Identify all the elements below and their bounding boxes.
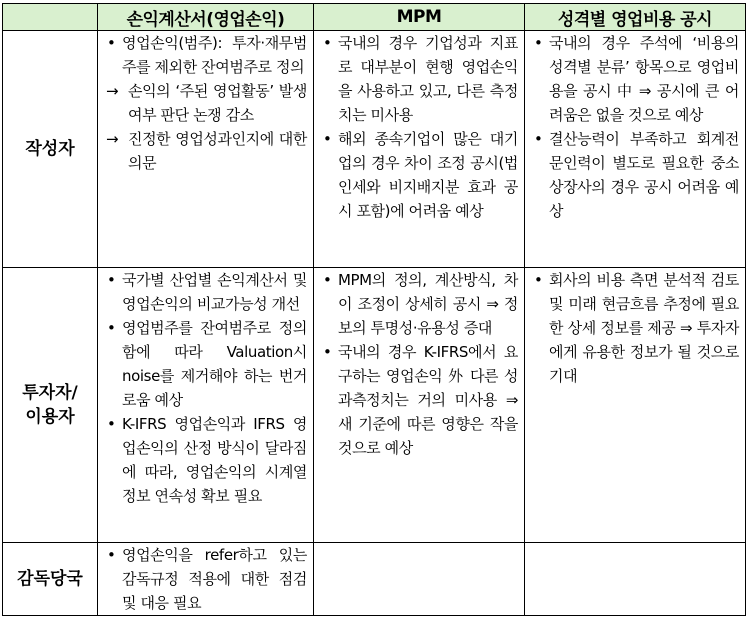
arrow-item: → 손익의 ‘주된 영업활동’ 발생 여부 판단 논쟁 감소 [102,79,307,127]
row-label-investor [3,268,98,543]
row-label-regulator: 감독당국 [3,543,98,616]
cell-regulator-income-statement [98,543,314,616]
row-label-investor-line1: 투자자/ [22,383,78,403]
row-investor [3,268,746,543]
bullet-item: • 국내의 경우 K-IFRS에서 요구하는 영업손익 外 다른 성과측정치는 거의 미사용 ⇒ 새 기준에 따른 영향은 작을 것으로 예상 [318,340,518,460]
bullet-item: • K-IFRS 영업손익과 IFRS 영업손익의 산정 방식이 달라짐에 따라, 영업손익의 시계열정보 연속성 확보 필요 [102,412,307,508]
bullet-item: • MPM의 정의, 계산방식, 차이 조정이 상세히 공시 ⇒ 정보의 투명성·유용성 증대 [318,268,518,340]
row-label-investor-line2: 이용자 [25,407,75,427]
cell-investor-expense-disclosure [525,268,746,543]
bullet-item: • 국가별 산업별 손익계산서 및 영업손익의 비교가능성 개선 [102,268,307,316]
header-mpm: MPM [314,4,525,31]
cell-preparer-income-statement [98,31,314,268]
bullet-item: • 결산능력이 부족하고 회계전문인력이 별도로 필요한 중소상장사의 경우 공시 어려움 예상 [529,127,739,223]
cell-preparer-expense-disclosure [525,31,746,268]
header-income-statement: 손익계산서(영업손익) [98,4,314,31]
cell-regulator-mpm [314,543,525,616]
header-corner [3,4,98,31]
cell-regulator-expense-disclosure [525,543,746,616]
bullet-item: • 국내의 경우 기업성과 지표로 대부분이 현행 영업손익을 사용하고 있고, 다른 측정치는 미사용 [318,31,518,127]
cell-investor-income-statement [98,268,314,543]
cell-investor-mpm [314,268,525,543]
bullet-item: • 국내의 경우 주석에 ‘비용의 성격별 분류’ 항목으로 영업비용을 공시 中 ⇒ 공시에 큰 어려움은 없을 것으로 예상 [529,31,739,127]
comparison-table [2,3,746,616]
bullet-item: • 해외 종속기업이 많은 대기업의 경우 차이 조정 공시(법인세와 비지배지분 효과 공시 포함)에 어려움 예상 [318,127,518,223]
row-label-preparer: 작성자 [3,31,98,268]
arrow-item: → 진정한 영업성과인지에 대한 의문 [102,127,307,175]
bullet-item: • 영업범주를 잔여범주로 정의함에 따라 Valuation시 noise를 제거해야 하는 번거로움 예상 [102,316,307,412]
row-regulator [3,543,746,616]
header-expense-disclosure: 성격별 영업비용 공시 [525,4,746,31]
bullet-item: • 영업손익(범주): 투자·재무범주를 제외한 잔여범주로 정의 [102,31,307,79]
row-preparer [3,31,746,268]
cell-preparer-mpm [314,31,525,268]
bullet-item: • 영업손익을 refer하고 있는 감독규정 적용에 대한 점검 및 대응 필요 [102,543,307,615]
header-row [3,4,746,31]
bullet-item: • 회사의 비용 측면 분석적 검토 및 미래 현금흐름 추정에 필요한 상세 정보를 제공 ⇒ 투자자에게 유용한 정보가 될 것으로 기대 [529,268,739,388]
